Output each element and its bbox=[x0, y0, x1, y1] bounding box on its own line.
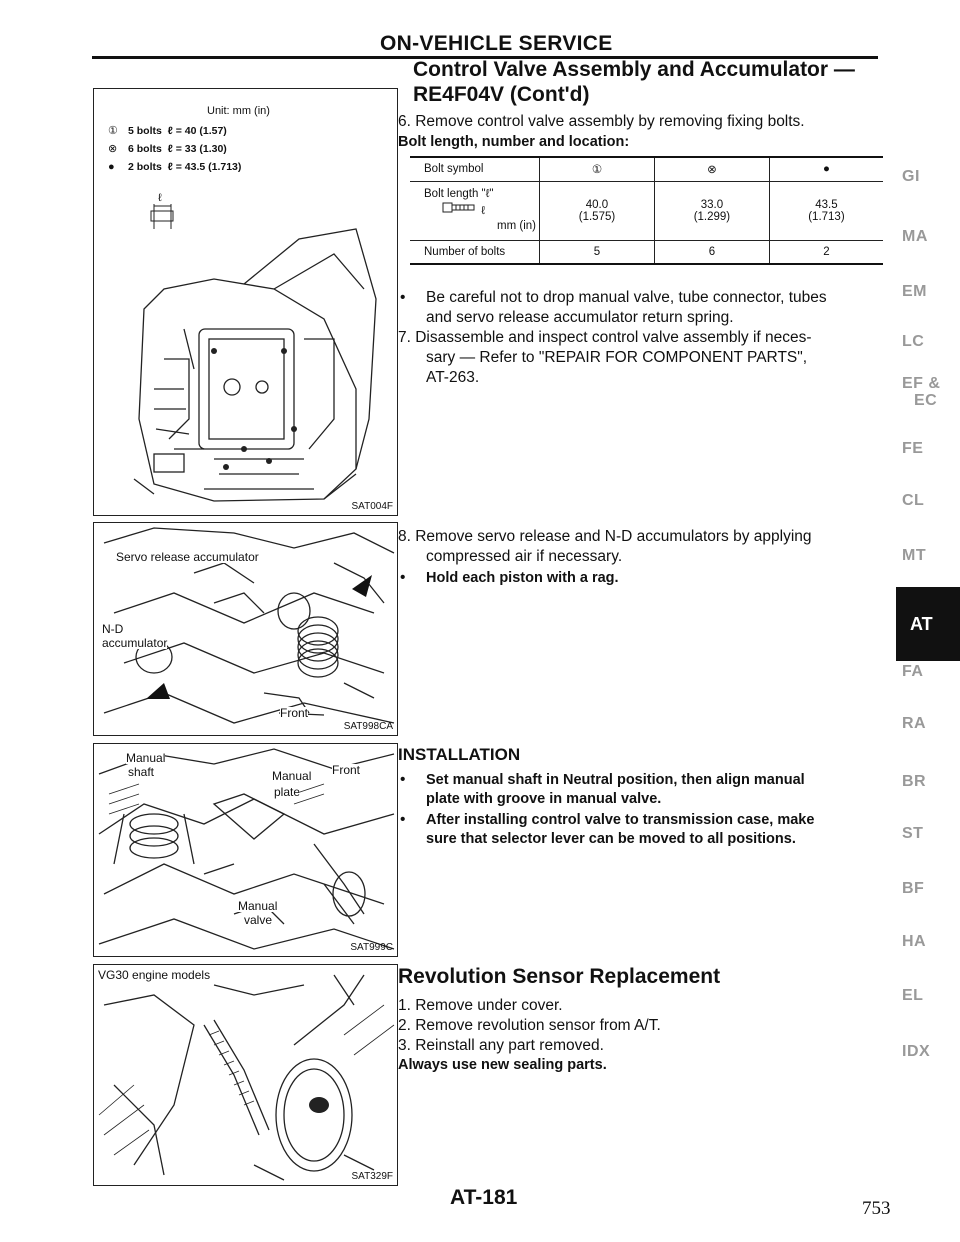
index-tab-gi[interactable]: GI bbox=[902, 168, 920, 185]
legend-symbol-2: ⊗ bbox=[108, 143, 118, 155]
symbol-cell-3: ● bbox=[769, 157, 883, 181]
index-tab-mt[interactable]: MT bbox=[902, 547, 927, 564]
table-caption: Bolt length, number and location: bbox=[398, 134, 630, 150]
index-tab-bf[interactable]: BF bbox=[902, 880, 925, 897]
install-bullet-1-line-2: plate with groove in manual valve. bbox=[426, 791, 662, 807]
number-cell-1: 5 bbox=[540, 240, 655, 264]
row-label-length bbox=[410, 181, 540, 240]
unit-label: Unit: mm (in) bbox=[207, 105, 270, 117]
table-row-number bbox=[410, 240, 883, 264]
symbol-cell-2: ⊗ bbox=[654, 157, 769, 181]
index-tab-ra[interactable]: RA bbox=[902, 715, 927, 732]
number-cell-2: 6 bbox=[654, 240, 769, 264]
figure-code-4: SAT329F bbox=[351, 1171, 393, 1182]
length-cell-3 bbox=[769, 181, 883, 240]
length-mm-1: 40.0 bbox=[585, 198, 609, 211]
index-tab-st[interactable]: ST bbox=[902, 825, 924, 842]
figure-servo-accumulators bbox=[93, 522, 398, 736]
bullet-1-line-1: Be careful not to drop manual valve, tube connector, tubes bbox=[426, 289, 827, 306]
step-7-line-1: 7. Disassemble and inspect control valve assembly if neces- bbox=[398, 329, 812, 346]
label-front: Front bbox=[280, 706, 309, 720]
label-manual-1: Manual bbox=[126, 751, 166, 765]
figure-code-2: SAT998CA bbox=[343, 721, 393, 732]
bolt-length-symbol-table: ℓ bbox=[481, 205, 485, 217]
page-header-title: ON-VEHICLE SERVICE bbox=[380, 32, 613, 55]
label-valve: valve bbox=[244, 913, 273, 927]
bullet-dot-2: • bbox=[400, 569, 406, 586]
label-vg30-engine-models: VG30 engine models bbox=[98, 968, 211, 982]
index-tab-ec[interactable]: EC bbox=[914, 392, 938, 409]
installation-title: INSTALLATION bbox=[398, 745, 521, 764]
step-8-line-1: 8. Remove servo release and N-D accumulators by applying bbox=[398, 528, 812, 545]
index-tab-ha[interactable]: HA bbox=[902, 933, 927, 950]
bolt-table bbox=[410, 156, 883, 265]
length-in-2: (1.299) bbox=[693, 210, 731, 223]
label-accumulator: accumulator bbox=[102, 636, 168, 650]
figure-manual-shaft bbox=[93, 743, 398, 957]
label-manual-2: Manual bbox=[272, 769, 312, 783]
install-bullet-2-line-1: After installing control valve to transmission case, make bbox=[426, 812, 815, 828]
row-label-length-1: Bolt length "ℓ" bbox=[424, 188, 494, 200]
length-mm-3: 43.5 bbox=[815, 198, 838, 211]
index-tab-fe[interactable]: FE bbox=[902, 440, 924, 457]
length-cell-1 bbox=[540, 181, 655, 240]
index-tab-cl[interactable]: CL bbox=[902, 492, 925, 509]
legend-text-2: 6 bolts ℓ = 33 (1.30) bbox=[128, 143, 227, 155]
index-tab-br[interactable]: BR bbox=[902, 773, 927, 790]
label-front-2: Front bbox=[332, 763, 361, 777]
revolution-step-2: 2. Remove revolution sensor from A/T. bbox=[398, 1017, 661, 1034]
revolution-note: Always use new sealing parts. bbox=[398, 1057, 607, 1073]
figure-control-valve-bolts bbox=[93, 88, 398, 516]
install-bullet-1-line-1: Set manual shaft in Neutral position, then align manual bbox=[426, 772, 805, 788]
legend-symbol-3: ● bbox=[108, 161, 115, 173]
step-8-line-2: compressed air if necessary. bbox=[426, 548, 623, 565]
index-tab-ef[interactable]: EF & bbox=[902, 375, 941, 392]
row-label-number: Number of bolts bbox=[410, 240, 540, 264]
length-cell-2 bbox=[654, 181, 769, 240]
bullet-dot-1: • bbox=[400, 289, 406, 306]
label-manual-3: Manual bbox=[238, 899, 278, 913]
length-mm-2: 33.0 bbox=[700, 198, 724, 211]
row-label-symbol: Bolt symbol bbox=[410, 157, 540, 181]
index-tab-fa[interactable]: FA bbox=[902, 663, 924, 680]
step-7-line-2: sary — Refer to "REPAIR FOR COMPONENT PARTS", bbox=[426, 349, 808, 366]
length-in-3: (1.713) bbox=[808, 210, 845, 223]
label-n-d: N-D bbox=[102, 622, 124, 636]
step-6: 6. Remove control valve assembly by removing fixing bolts. bbox=[398, 113, 805, 130]
index-tab-lc[interactable]: LC bbox=[902, 333, 925, 350]
table-row-length bbox=[410, 181, 883, 240]
footer-page-code: AT-181 bbox=[450, 1186, 518, 1209]
install-bullet-dot-1: • bbox=[400, 771, 406, 788]
figure-code-1: SAT004F bbox=[351, 501, 393, 512]
revolution-step-3: 3. Reinstall any part removed. bbox=[398, 1037, 604, 1054]
figure-code-3: SAT999C bbox=[350, 942, 393, 953]
index-tab-em[interactable]: EM bbox=[902, 283, 927, 300]
revolution-sensor-drawing bbox=[94, 965, 397, 1185]
legend-symbol-1: ① bbox=[108, 125, 118, 137]
install-bullet-2-line-2: sure that selector lever can be moved to all positions. bbox=[426, 831, 796, 847]
step-7-line-3: AT-263. bbox=[426, 369, 480, 386]
revolution-title: Revolution Sensor Replacement bbox=[398, 965, 721, 988]
section-title-line-2: RE4F04V (Cont'd) bbox=[413, 83, 590, 106]
revolution-step-1: 1. Remove under cover. bbox=[398, 997, 563, 1014]
footer-page-number: 753 bbox=[862, 1198, 891, 1219]
label-shaft: shaft bbox=[128, 765, 155, 779]
section-title-line-1: Control Valve Assembly and Accumulator — bbox=[413, 58, 855, 81]
row-label-length-2: mm (in) bbox=[497, 220, 536, 232]
index-tab-ma[interactable]: MA bbox=[902, 228, 928, 245]
length-in-1: (1.575) bbox=[578, 210, 616, 223]
index-tab-at-active[interactable]: AT bbox=[896, 587, 960, 661]
symbol-cell-1: ① bbox=[540, 157, 655, 181]
bolt-outline-icon bbox=[442, 202, 478, 214]
label-plate: plate bbox=[274, 785, 301, 799]
number-cell-3: 2 bbox=[769, 240, 883, 264]
bullet-1-line-2: and servo release accumulator return spring. bbox=[426, 309, 734, 326]
index-tab-idx[interactable]: IDX bbox=[902, 1043, 931, 1060]
label-servo-release-accumulator: Servo release accumulator bbox=[116, 550, 259, 564]
legend-text-3: 2 bolts ℓ = 43.5 (1.713) bbox=[128, 161, 242, 173]
bullet-2: Hold each piston with a rag. bbox=[426, 570, 619, 586]
bolt-mini-icon bbox=[424, 202, 536, 219]
legend-text-1: 5 bolts ℓ = 40 (1.57) bbox=[128, 125, 227, 137]
index-tab-el[interactable]: EL bbox=[902, 987, 924, 1004]
install-bullet-dot-2: • bbox=[400, 811, 406, 828]
bolt-length-symbol: ℓ bbox=[158, 192, 162, 204]
table-row-symbol bbox=[410, 157, 883, 181]
figure-revolution-sensor bbox=[93, 964, 398, 1186]
